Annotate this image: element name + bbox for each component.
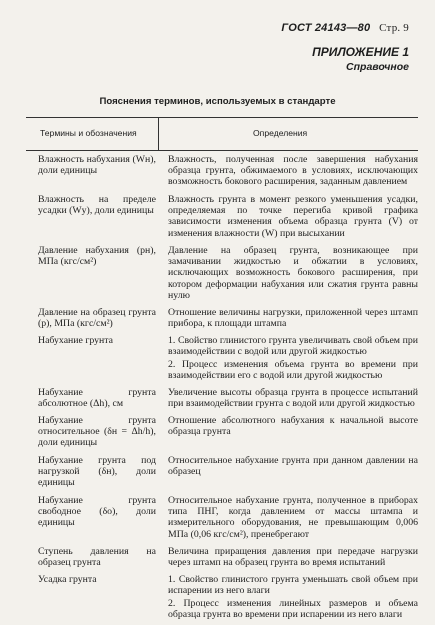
row-definition: Давление на образец грунта, возникающее при замачивании жидкостью и обжатии в условиях, исключающих возможность бокового расширения, при котором деформации набухания или сжатия грунта равны нулю bbox=[168, 245, 418, 301]
appendix-heading bbox=[312, 45, 409, 75]
appendix-subtitle: Справочное bbox=[346, 61, 409, 73]
row-term: Влажность на пределе усадки (Wу), доли единицы bbox=[38, 194, 156, 217]
column-header-term: Термины и обозначения bbox=[40, 128, 137, 138]
table-header-rule bbox=[26, 150, 418, 151]
row-term: Набухание грунта абсолютное (Δh), см bbox=[38, 387, 156, 410]
table-top-rule bbox=[26, 117, 418, 118]
row-term: Давление набухания (pн), МПа (кгс/см²) bbox=[38, 245, 156, 268]
row-definition: Влажность грунта в момент резкого уменьшения усадки, определяемая по точке перегиба кривой графика зависимости изменения объема образца грунта (V) от изменения влажности (W) при высыхании bbox=[168, 194, 418, 239]
row-definition: 1. Свойство глинистого грунта уменьшать свой объем при испарении из него влаги bbox=[168, 574, 418, 597]
row-definition: Увеличение высоты образца грунта в процессе испытаний при взаимодействии грунта с водой или другой жидкостью bbox=[168, 387, 418, 410]
page-number: Стр. 9 bbox=[379, 22, 409, 34]
row-definition: 1. Свойство глинистого грунта увеличивать свой объем при взаимодействии с водой или другой жидкостью bbox=[168, 335, 418, 358]
column-header-definition: Определения bbox=[253, 128, 308, 138]
appendix-title: ПРИЛОЖЕНИЕ 1 bbox=[312, 45, 409, 59]
row-definition: Относительное набухание грунта, полученное в приборах типа ПНГ, когда давлением от массы штампа и измерительного оборудования, не превышающим 0,006 МПа (0,06 кгс/см²), пренебрегают bbox=[168, 495, 418, 540]
row-definition: 2. Процесс изменения линейных размеров и объема образца грунта во времени при испарении из него влаги bbox=[168, 598, 418, 621]
row-term: Набухание грунта относительное (δн = Δh/h), доли единицы bbox=[38, 415, 156, 449]
standard-number: ГОСТ 24143—80 bbox=[281, 22, 371, 34]
row-definition: Отношение величины нагрузки, приложенной через штамп прибора, к площади штампа bbox=[168, 307, 418, 330]
row-definition: Влажность, полученная после завершения набухания образца грунта, обжимаемого в условиях, исключающих возможность бокового расширения, заданным давлением bbox=[168, 154, 418, 188]
page-header bbox=[281, 22, 409, 34]
row-definition: 2. Процесс изменения объема грунта во времени при взаимодействии его с водой или другой жидкостью bbox=[168, 359, 418, 382]
column-divider bbox=[158, 117, 159, 150]
table-title: Пояснения терминов, используемых в стандарте bbox=[99, 96, 336, 107]
row-term: Набухание грунта под нагрузкой (δн), доли единицы bbox=[38, 455, 156, 489]
row-term: Ступень давления на образец грунта bbox=[38, 546, 156, 569]
row-term: Давление на образец грунта (p), МПа (кгс/см²) bbox=[38, 307, 156, 330]
row-definition: Величина приращения давления при передаче нагрузки через штамп на образец грунта во время испытаний bbox=[168, 546, 418, 569]
row-term: Влажность набухания (Wн), доли единицы bbox=[38, 154, 156, 177]
row-definition: Отношение абсолютного набухания к начальной высоте образца грунта bbox=[168, 415, 418, 438]
row-term: Набухание грунта bbox=[38, 335, 114, 346]
row-term: Набухание грунта свободное (δо), доли единицы bbox=[38, 495, 156, 529]
row-definition: Относительное набухание грунта при данном давлении на образец bbox=[168, 455, 418, 478]
row-term: Усадка грунта bbox=[38, 574, 97, 585]
